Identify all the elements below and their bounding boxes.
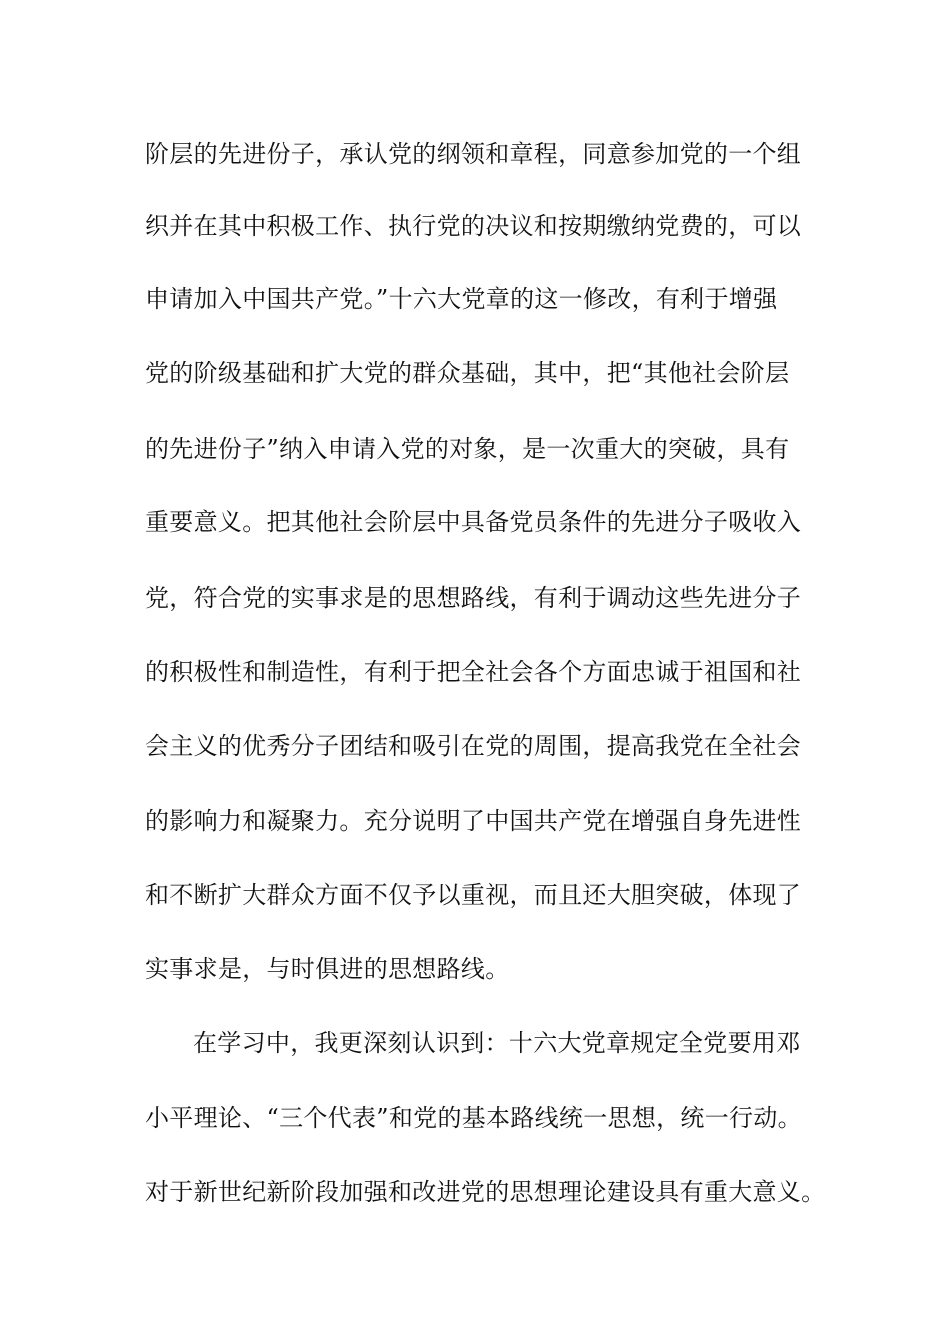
text-line-12: 实事求是，与时俱进的思想路线。	[145, 955, 510, 983]
paragraph-2-line-2: 小平理论、“三个代表”和党的基本路线统一思想，统一行动。	[145, 1104, 802, 1132]
text-line-1: 阶层的先进份子，承认党的纲领和章程，同意参加党的一个组	[145, 140, 802, 168]
text-line-4: 党的阶级基础和扩大党的群众基础，其中，把“其他社会阶层	[145, 359, 790, 387]
text-line-8: 的积极性和制造性，有利于把全社会各个方面忠诚于祖国和社	[145, 658, 802, 686]
text-line-11: 和不断扩大群众方面不仅予以重视，而且还大胆突破，体现了	[145, 881, 802, 909]
text-line-3: 申请加入中国共产党。”十六大党章的这一修改，有利于增强	[145, 285, 778, 313]
paragraph-2-line-3: 对于新世纪新阶段加强和改进党的思想理论建设具有重大意义。	[145, 1178, 826, 1206]
text-line-7: 党，符合党的实事求是的思想路线，有利于调动这些先进分子	[145, 584, 802, 612]
text-line-10: 的影响力和凝聚力。充分说明了中国共产党在增强自身先进性	[145, 807, 802, 835]
text-line-2: 织并在其中积极工作、执行党的决议和按期缴纳党费的，可以	[145, 212, 802, 240]
text-line-9: 会主义的优秀分子团结和吸引在党的周围，提高我党在全社会	[145, 732, 802, 760]
text-line-6: 重要意义。把其他社会阶层中具备党员条件的先进分子吸收入	[145, 508, 802, 536]
text-line-5: 的先进份子”纳入申请入党的对象，是一次重大的突破，具有	[145, 435, 790, 463]
paragraph-2-line-1: 在学习中，我更深刻认识到：十六大党章规定全党要用邓	[193, 1029, 801, 1057]
